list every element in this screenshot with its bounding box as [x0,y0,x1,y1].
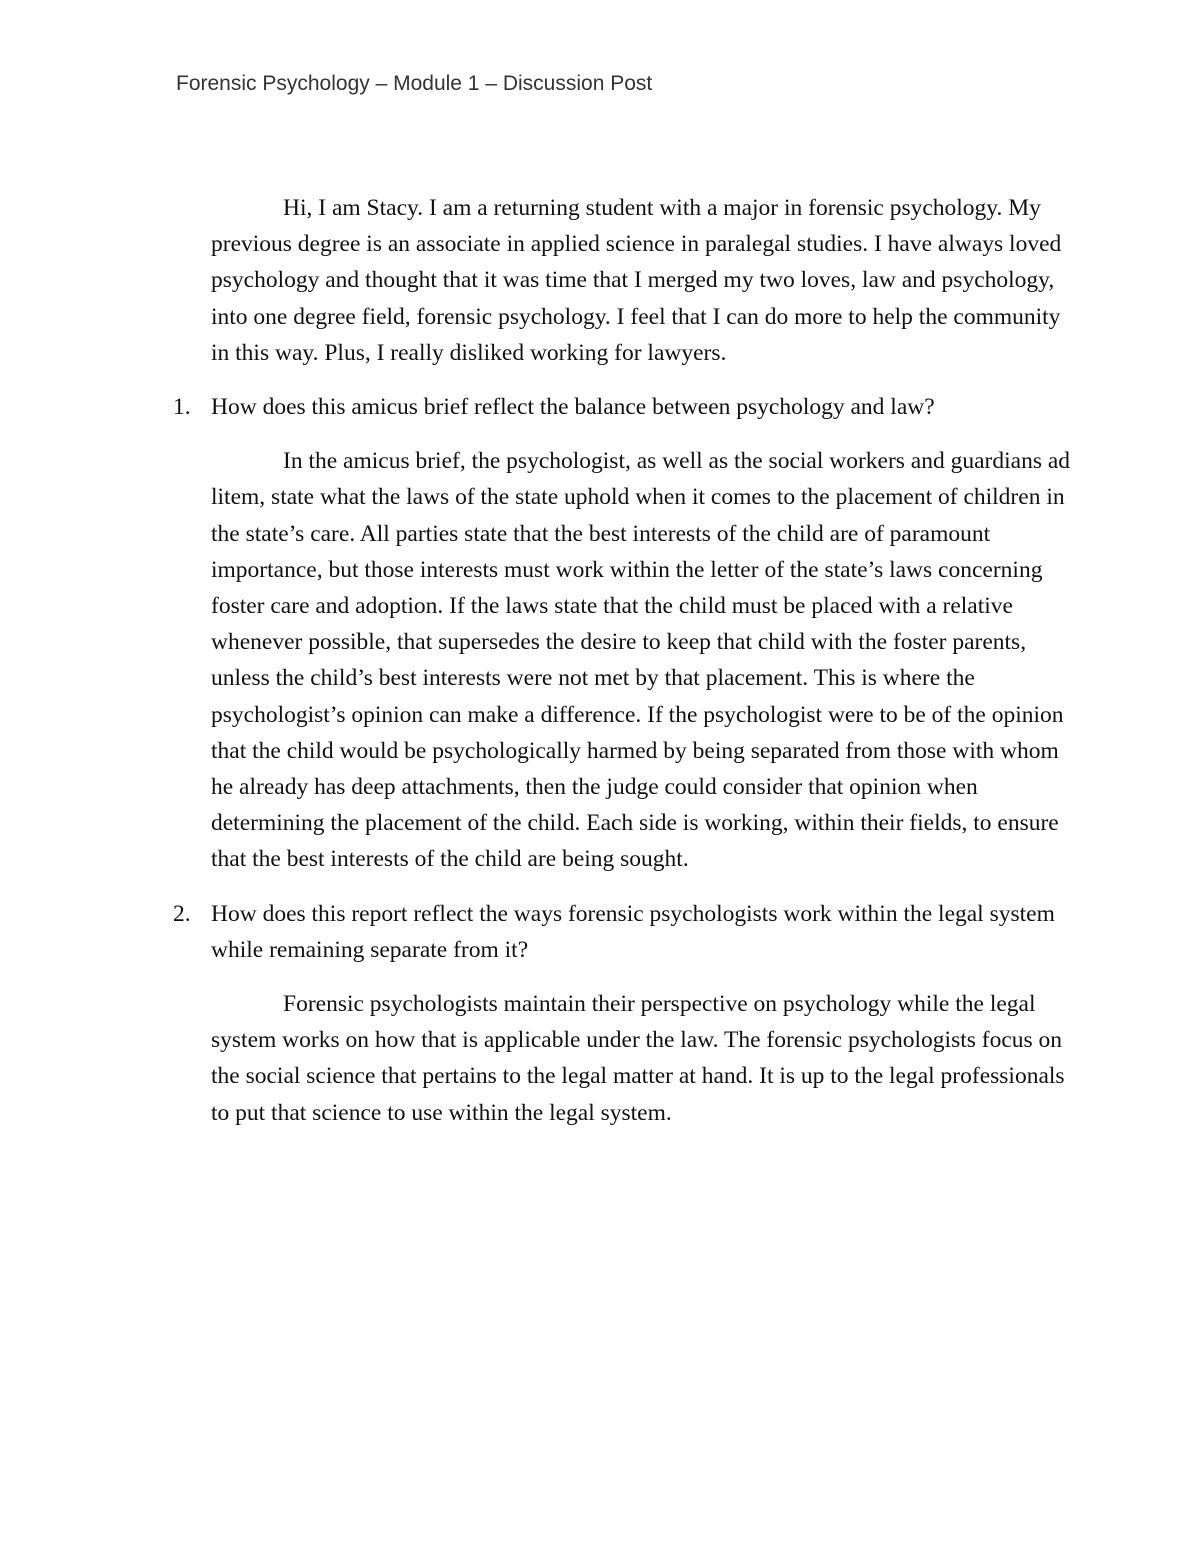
question-number: 1. [173,394,191,421]
answer-paragraph: Forensic psychologists maintain their perspective on psychology while the legal system works on how that is applicable under the law. The forensic psychologists focus on the social science that pertains to the legal matter at hand. It is up to the legal professionals to put that science to use within the legal system. [211,991,1065,1126]
question-text: How does this amicus brief reflect the balance between psychology and law? [211,394,935,421]
question-item [173,389,1071,425]
answer-paragraph: In the amicus brief, the psychologist, as well as the social workers and guardians ad litem, state what the laws of the state uphold when it comes to the placement of children in the state’s care. All parties state that the best interests of the child are of paramount importance, but those interests must work within the letter of the state’s laws concerning foster care and adoption. If the laws state that the child must be placed with a relative whenever possible, that supersedes the desire to keep that child with the foster parents, unless the child’s best interests were not met by that placement. This is where the psychologist’s opinion can make a difference. If the psychologist were to be of the opinion that the child would be psychologically harmed by being separated from those with whom he already has deep attachments, then the judge could consider that opinion when determining the placement of the child. Each side is working, within their fields, to ensure that the best interests of the child are being sought. [211,448,1071,873]
question-item [173,896,1071,968]
intro-paragraph: Hi, I am Stacy. I am a returning student with a major in forensic psychology. My previous degree is an associate in applied science in paralegal studies. I have always loved psychology and thought that it was time that I merged my two loves, law and psychology, into one degree field, forensic psychology. I feel that I can do more to help the community in this way. Plus, I really disliked working for lawyers. [211,195,1062,366]
question-number: 2. [173,900,191,927]
question-text: How does this report reflect the ways forensic psychologists work within the legal system while remaining separate from it? [211,900,1055,963]
page-header: Forensic Psychology – Module 1 – Discussion Post [176,72,653,95]
document-body [173,190,1071,1131]
